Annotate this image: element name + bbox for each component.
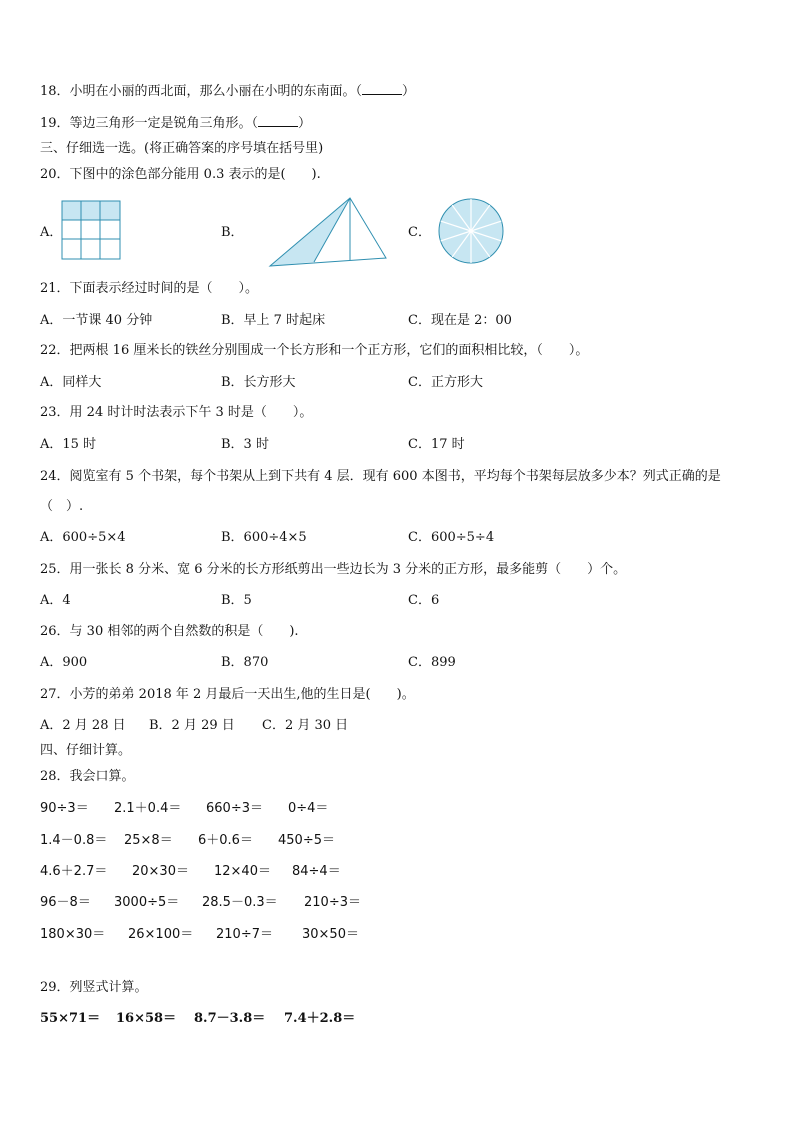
question-24-bracket: （ ）. [40,499,84,514]
option-a[interactable]: A．15 时 [40,437,97,452]
option-a[interactable]: A．900 [40,655,88,670]
option-b[interactable]: B．5 [221,593,252,608]
option-a[interactable]: A．一节课 40 分钟 [40,313,153,328]
pie-figure[interactable] [436,196,506,266]
option-b[interactable]: B．2 月 29 日 [149,718,235,733]
question-22-text: 22．把两根 16 厘米长的铁丝分别围成一个长方形和一个正方形，它们的面积相比较，（ ）。 [40,343,589,358]
triangle-figure[interactable] [266,196,388,268]
calc-item: 12×40＝ [214,864,271,879]
vertical-calc-item: 16×58＝ [116,1011,177,1026]
calc-item: 210÷7＝ [216,927,273,942]
option-c[interactable]: C．17 时 [408,437,465,452]
calc-item: 90÷3＝ [40,801,89,816]
question-18-text: 18．小明在小丽的西北面，那么小丽在小明的东南面。（ [40,84,363,99]
question-23-text: 23．用 24 时计时法表示下午 3 时是（ ）。 [40,405,313,420]
calc-item: 450÷5＝ [278,833,335,848]
option-b[interactable]: B．3 时 [221,437,269,452]
option-c[interactable]: C．6 [408,593,440,608]
calc-item: 6＋0.6＝ [198,833,253,848]
vertical-calc-item: 8.7－3.8＝ [194,1011,266,1026]
section-4-heading: 四、仔细计算。 [40,743,132,758]
calc-item: 660÷3＝ [206,801,263,816]
calc-item: 84÷4＝ [292,864,341,879]
question-27-text: 27．小芳的弟弟 2018 年 2 月最后一天出生,他的生日是( )。 [40,687,415,702]
option-b[interactable]: B．600÷4×5 [221,530,307,545]
calc-item: 1.4－0.8＝ [40,833,108,848]
calc-item: 180×30＝ [40,927,106,942]
answer-blank[interactable] [258,114,298,127]
answer-blank[interactable] [362,82,402,95]
question-25-text: 25．用一张长 8 分米、宽 6 分米的长方形纸剪出一些边长为 3 分米的正方形，最多能剪（ ）个。 [40,562,627,577]
question-26-text: 26．与 30 相邻的两个自然数的积是（ ). [40,624,299,639]
option-a[interactable]: A．600÷5×4 [40,530,126,545]
option-a[interactable]: A．2 月 28 日 [40,718,126,733]
option-c[interactable]: C．现在是 2：00 [408,313,512,328]
option-a[interactable]: A．4 [40,593,71,608]
option-c[interactable]: C．899 [408,655,456,670]
question-19: 19．等边三角形一定是锐角三角形。（ ） [40,116,312,131]
calc-item: 0÷4＝ [288,801,329,816]
question-20-text: 20．下图中的涂色部分能用 0.3 表示的是( ). [40,167,321,182]
option-c[interactable]: C．600÷5÷4 [408,530,495,545]
calc-item: 20×30＝ [132,864,189,879]
calc-item: 30×50＝ [302,927,359,942]
option-b[interactable]: B．870 [221,655,269,670]
calc-item: 96－8＝ [40,895,91,910]
question-19-text: 19．等边三角形一定是锐角三角形。（ [40,116,259,131]
calc-item: 26×100＝ [128,927,194,942]
option-a-label[interactable]: A． [40,225,63,240]
calc-item: 25×8＝ [124,833,173,848]
option-b-label[interactable]: B． [221,225,244,240]
calc-item: 28.5－0.3＝ [202,895,278,910]
calc-item: 3000÷5＝ [114,895,180,910]
option-b[interactable]: B．早上 7 时起床 [221,313,326,328]
question-24-text: 24．阅览室有 5 个书架，每个书架从上到下共有 4 层．现有 600 本图书，平均每个书架每层放多少本？列式正确的是 [40,469,721,484]
calc-item: 4.6＋2.7＝ [40,864,108,879]
option-c[interactable]: C．2 月 30 日 [262,718,349,733]
grid-figure[interactable] [61,200,121,260]
option-c-label[interactable]: C． [408,225,431,240]
question-28-text: 28．我会口算。 [40,769,135,784]
calc-item: 2.1＋0.4＝ [114,801,182,816]
option-a[interactable]: A．同样大 [40,375,102,390]
grid-shaded-row [62,201,120,220]
vertical-calc-item: 7.4＋2.8＝ [284,1011,356,1026]
vertical-calc-item: 55×71＝ [40,1011,101,1026]
calc-item: 210÷3＝ [304,895,361,910]
question-29-text: 29．列竖式计算。 [40,980,148,995]
question-21-text: 21．下面表示经过时间的是（ ）。 [40,281,259,296]
option-b[interactable]: B．长方形大 [221,375,296,390]
section-3-heading: 三、仔细选一选。(将正确答案的序号填在括号里) [40,141,324,156]
option-c[interactable]: C．正方形大 [408,375,483,390]
question-18: 18．小明在小丽的西北面，那么小丽在小明的东南面。（ ） [40,84,416,99]
